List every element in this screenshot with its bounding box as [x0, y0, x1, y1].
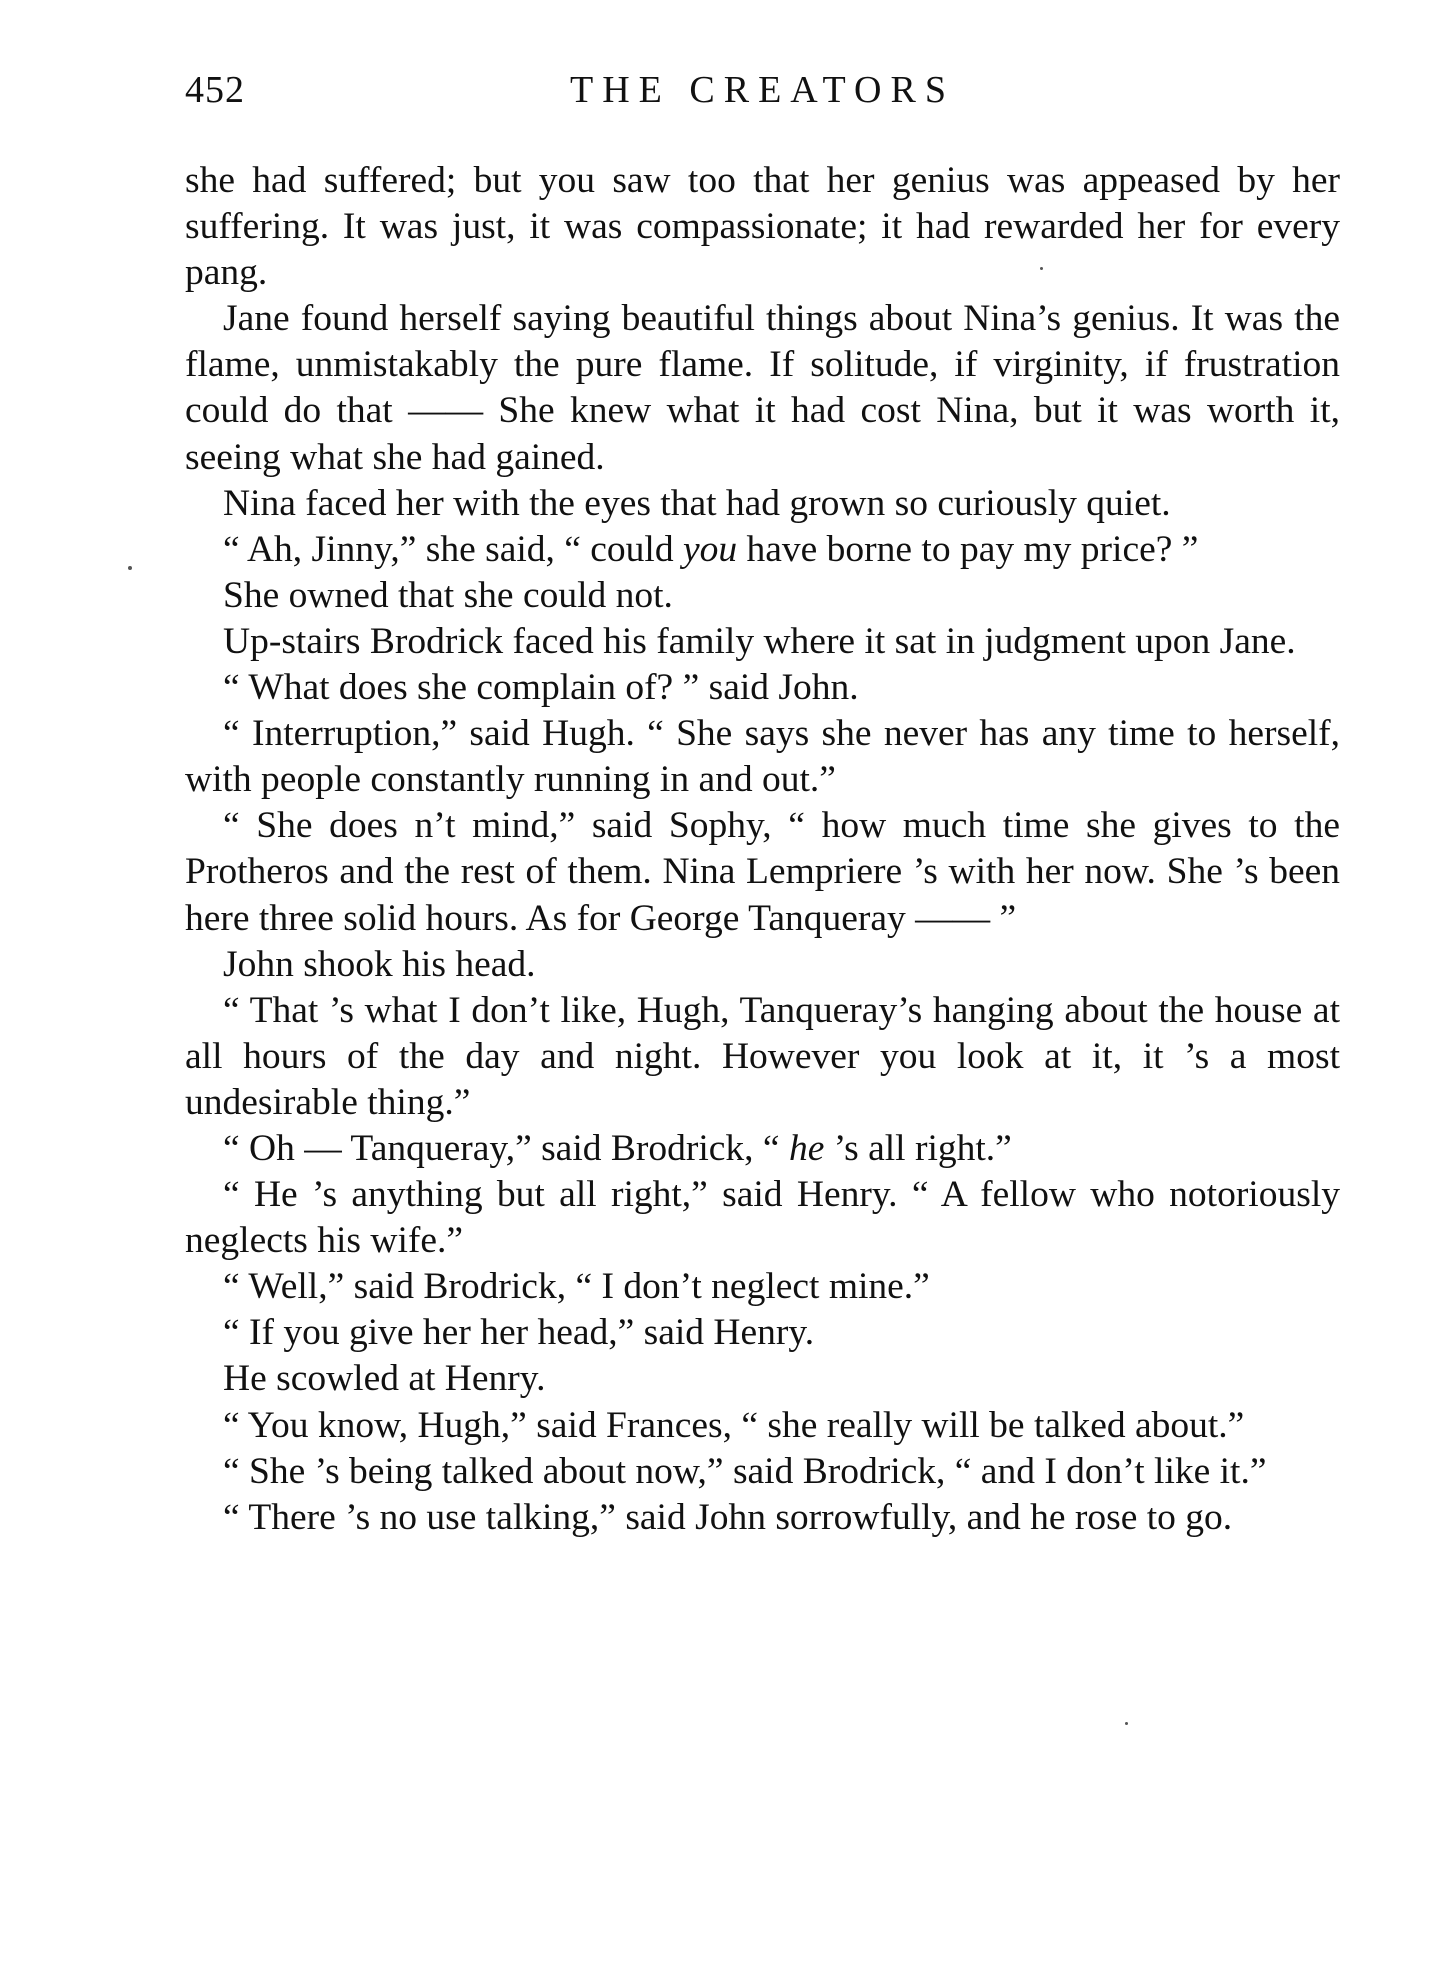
paragraph: Nina faced her with the eyes that had grown so curiously quiet. [223, 482, 1171, 524]
paragraph: Jane found herself saying beautiful things about Nina’s genius. It was the flame, unmistakably the pure flame. If solitude, if virginity, if frustration could do that —— She knew what it had cost Nina, but it was worth it, seeing what she had gained. [185, 298, 1340, 478]
ink-speck [1040, 267, 1043, 270]
paragraph: “ What does she complain of? ” said John. [223, 667, 859, 709]
paragraph: “ There ’s no use talking,” said John sorrowfully, and he rose to go. [223, 1496, 1233, 1538]
paragraph: “ Well,” said Brodrick, “ I don’t neglect mine.” [223, 1266, 930, 1308]
text-run: “ Oh — Tanqueray,” said Brodrick, “ [223, 1127, 789, 1169]
body-text [185, 158, 1340, 1541]
ink-speck [1125, 1722, 1128, 1725]
paragraph: “ She does n’t mind,” said Sophy, “ how much time she gives to the Protheros and the rest of them. Nina Lempriere ’s with her now. She ’s been here three solid hours. As for George Tanqueray —— ” [185, 805, 1340, 939]
paragraph: She owned that she could not. [223, 574, 673, 616]
paragraph: “ She ’s being talked about now,” said Brodrick, “ and I don’t like it.” [223, 1450, 1267, 1492]
running-title: THE CREATORS [570, 69, 955, 111]
page-header [185, 68, 1340, 118]
italic-word: he [788, 1127, 825, 1169]
paragraph: “ You know, Hugh,” said Frances, “ she really will be talked about.” [223, 1404, 1245, 1446]
paragraph: He scowled at Henry. [223, 1358, 546, 1400]
text-run: have borne to pay my price? ” [737, 528, 1199, 570]
page-number: 452 [185, 69, 245, 111]
paragraph: “ If you give her her head,” said Henry. [223, 1312, 815, 1354]
paragraph: “ Interruption,” said Hugh. “ She says she never has any time to herself, with people constantly running in and out.” [185, 713, 1340, 801]
paragraph: “ He ’s anything but all right,” said Henry. “ A fellow who notoriously neglects his wife.” [185, 1174, 1340, 1262]
paragraph [185, 527, 1340, 573]
paragraph: she had suffered; but you saw too that her genius was appeased by her suffering. It was just, it was compassionate; it had rewarded her for every pang. [185, 160, 1340, 294]
paragraph: Up-stairs Brodrick faced his family where it sat in judgment upon Jane. [223, 620, 1296, 662]
paragraph: “ That ’s what I don’t like, Hugh, Tanqueray’s hanging about the house at all hours of the day and night. However you look at it, it ’s a most undesirable thing.” [185, 989, 1340, 1123]
paragraph: John shook his head. [223, 943, 536, 985]
italic-word: you [682, 528, 738, 570]
text-run: “ Ah, Jinny,” she said, “ could [223, 528, 683, 570]
ink-speck [128, 566, 132, 570]
text-run: ’s all right.” [824, 1127, 1012, 1169]
paragraph [185, 1126, 1340, 1172]
